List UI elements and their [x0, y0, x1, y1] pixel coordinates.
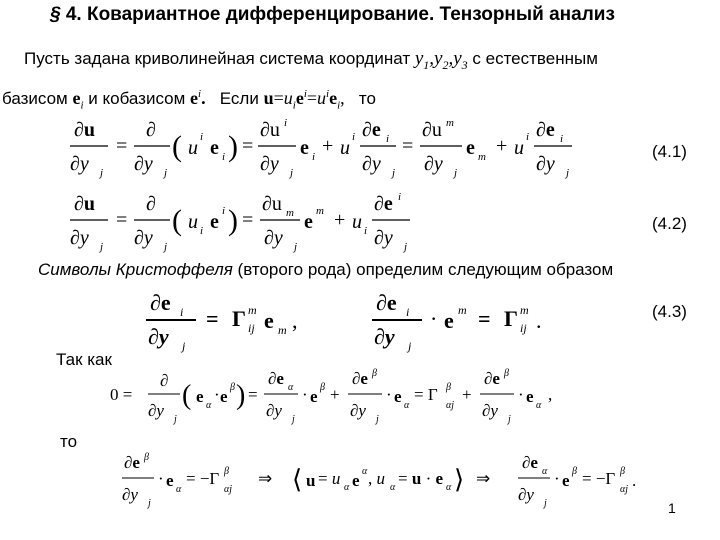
svg-text:=: = [402, 135, 414, 157]
svg-text:αj: αj [224, 484, 233, 495]
svg-text:j: j [290, 167, 294, 179]
svg-text:α: α [362, 466, 368, 477]
svg-text:α: α [176, 484, 182, 495]
svg-text:Γ: Γ [232, 306, 246, 331]
svg-text:i: i [398, 191, 402, 203]
svg-text:∂e: ∂e [536, 119, 555, 141]
svg-text:j: j [404, 241, 408, 253]
equation-4-2 [60, 186, 440, 256]
svg-text:α: α [344, 482, 350, 493]
svg-text:.: . [536, 308, 542, 333]
svg-text:=: = [206, 306, 219, 331]
cobasis-symbol: $e^i$. [190, 88, 206, 108]
svg-text:∂y: ∂y [518, 485, 534, 504]
svg-text:α: α [404, 400, 410, 411]
svg-text:∂: ∂ [146, 193, 156, 215]
svg-text:∂e: ∂e [374, 193, 393, 215]
svg-text:α: α [288, 382, 294, 393]
svg-text:∂y: ∂y [362, 153, 381, 175]
svg-text:i: i [222, 151, 226, 163]
svg-text:= u · e: = u · e [398, 469, 444, 488]
equation-since [108, 364, 618, 430]
svg-text:∂y: ∂y [374, 227, 393, 249]
svg-text:,: , [292, 308, 298, 333]
svg-text:α: α [542, 466, 548, 477]
svg-text:m: m [278, 323, 287, 337]
svg-text:j: j [100, 241, 104, 253]
then-text: то [358, 89, 376, 108]
svg-text:m: m [286, 207, 294, 219]
svg-text:⟨: ⟨ [292, 465, 303, 494]
svg-text:e: e [264, 308, 274, 333]
svg-text:∂y: ∂y [134, 227, 153, 249]
svg-text:·: · [158, 469, 164, 488]
svg-text:i: i [180, 305, 184, 319]
svg-text:u: u [306, 471, 316, 490]
svg-text:αj: αj [620, 484, 629, 495]
svg-text:Γ: Γ [504, 306, 518, 331]
therefore-text: то [60, 432, 78, 451]
svg-text:∂y: ∂y [148, 324, 169, 349]
svg-text:m: m [520, 303, 529, 317]
svg-text:m: m [458, 303, 467, 317]
svg-text:e: e [210, 137, 219, 159]
svg-text:⟩: ⟩ [454, 465, 465, 494]
svg-text:m: m [248, 303, 257, 317]
basis-label: базисом [2, 89, 68, 108]
svg-text:j: j [164, 167, 168, 179]
svg-text:0 =: 0 = [110, 385, 133, 404]
svg-text:·: · [554, 469, 560, 488]
svg-text:u: u [514, 137, 524, 159]
cobasis-label: и кобазисом [88, 89, 186, 108]
svg-text:): ) [228, 130, 238, 163]
svg-text:(: ( [172, 204, 182, 237]
svg-text:i: i [364, 225, 368, 237]
title-text: 4. Ковариантное дифференцирование. Тензорный анализ [65, 4, 615, 25]
svg-text:, u: , u [368, 469, 385, 488]
svg-text:αj: αj [446, 400, 455, 411]
svg-text:β: β [504, 368, 509, 379]
svg-text:e: e [526, 387, 534, 406]
svg-text:j: j [408, 339, 412, 353]
svg-text:m: m [478, 151, 486, 163]
svg-text:β: β [572, 466, 577, 477]
svg-text:i: i [200, 225, 204, 237]
equation-4-1 [60, 112, 600, 182]
intro-text: Пусть задана криволинейная система координат [24, 49, 411, 68]
svg-text:): ) [228, 204, 238, 237]
svg-text:β: β [144, 452, 149, 463]
svg-text:e: e [562, 471, 570, 490]
svg-text:e: e [166, 471, 174, 490]
svg-text:∂: ∂ [146, 119, 156, 141]
equation-number-4-2: (4.2) [652, 214, 687, 233]
christoffel-line [38, 260, 613, 280]
svg-text:·: · [386, 385, 392, 404]
svg-text:i: i [312, 151, 316, 163]
svg-text:=: = [116, 135, 128, 157]
svg-text:e: e [310, 387, 318, 406]
svg-text:∂y: ∂y [70, 227, 89, 249]
svg-text:i: i [406, 305, 410, 319]
svg-text:i: i [386, 133, 390, 145]
svg-text:∂u: ∂u [74, 119, 96, 141]
equation-final [118, 446, 638, 516]
svg-text:∂u: ∂u [262, 193, 282, 215]
svg-text:e: e [196, 387, 204, 406]
svg-text:∂e: ∂e [522, 453, 538, 472]
svg-text:+: + [322, 135, 334, 157]
coordinates-y: $y_1,y_2,y_3$ [414, 48, 468, 72]
svg-text:u: u [188, 137, 198, 159]
svg-text:∂e: ∂e [124, 453, 140, 472]
page-number: 1 [668, 500, 676, 516]
svg-text:∂y: ∂y [424, 153, 443, 175]
svg-text:α: α [536, 400, 542, 411]
svg-text:=: = [478, 306, 491, 331]
svg-text:e: e [394, 387, 402, 406]
svg-text:j: j [292, 414, 295, 425]
svg-text:·: · [214, 385, 220, 404]
christoffel-rest: (второго рода) определим следующим образом [237, 260, 614, 279]
svg-text:∂e: ∂e [484, 369, 500, 388]
svg-text:= −Γ: = −Γ [186, 469, 220, 488]
svg-text:e: e [210, 211, 219, 233]
svg-text:∂y: ∂y [266, 401, 282, 420]
svg-text:∂y: ∂y [70, 153, 89, 175]
svg-text:+: + [496, 135, 508, 157]
svg-text:∂: ∂ [160, 371, 169, 390]
svg-text:·: · [430, 306, 438, 331]
svg-text:i: i [560, 133, 564, 145]
equation-number-4-1: (4.1) [652, 142, 687, 161]
svg-text:ij: ij [248, 321, 255, 335]
svg-text:= u: = u [318, 469, 341, 488]
svg-text:β: β [446, 382, 451, 393]
svg-text:j: j [508, 414, 511, 425]
u-decomposition: $u=u_ie^i=u^ie_i$, [263, 88, 345, 112]
svg-text:⇒: ⇒ [258, 469, 273, 488]
svg-text:∂e: ∂e [352, 369, 368, 388]
svg-text:j: j [294, 241, 298, 253]
svg-text:j: j [100, 167, 104, 179]
svg-text:j: j [376, 414, 379, 425]
svg-text:i: i [526, 131, 530, 143]
svg-text:(: ( [172, 130, 182, 163]
svg-text:j: j [454, 167, 458, 179]
svg-text:∂e: ∂e [268, 369, 284, 388]
svg-text:β: β [620, 466, 625, 477]
svg-text:·: · [518, 385, 524, 404]
svg-text:=: = [242, 135, 254, 157]
svg-text:∂e: ∂e [376, 290, 397, 315]
svg-text:∂y: ∂y [134, 153, 153, 175]
svg-text:ij: ij [520, 321, 527, 335]
svg-text:e: e [466, 137, 475, 159]
equation-4-3 [140, 284, 600, 356]
svg-text:j: j [392, 167, 396, 179]
intro-suffix: с естественным [472, 49, 598, 68]
svg-text:i: i [200, 131, 204, 143]
svg-text:+: + [334, 209, 346, 231]
svg-text:i: i [222, 205, 226, 217]
svg-text:e: e [300, 137, 309, 159]
basis-symbol: $e_i$ [72, 88, 84, 112]
svg-text:α: α [206, 400, 212, 411]
svg-text:α: α [390, 482, 396, 493]
svg-text:j: j [182, 339, 186, 353]
svg-text:+: + [462, 385, 472, 404]
svg-text:∂y: ∂y [260, 153, 279, 175]
svg-text:(: ( [182, 380, 192, 411]
svg-text:j: j [164, 241, 168, 253]
svg-text:∂e: ∂e [362, 119, 381, 141]
svg-text:∂y: ∂y [122, 485, 138, 504]
christoffel-term: Символы Кристоффеля [38, 260, 233, 279]
svg-text:=: = [242, 209, 254, 231]
svg-text:=: = [116, 209, 128, 231]
svg-text:j: j [544, 498, 547, 509]
svg-text:.: . [632, 471, 637, 490]
svg-text:j: j [174, 414, 177, 425]
svg-text:e: e [304, 211, 313, 233]
svg-text:,: , [548, 385, 553, 404]
svg-text:∂y: ∂y [374, 324, 395, 349]
page-title [50, 4, 615, 26]
section-mark: § [50, 4, 61, 25]
svg-text:): ) [236, 380, 246, 411]
svg-text:∂y: ∂y [350, 401, 366, 420]
svg-text:∂y: ∂y [148, 401, 164, 420]
svg-text:β: β [372, 368, 377, 379]
svg-text:∂u: ∂u [74, 193, 96, 215]
svg-text:j: j [566, 167, 570, 179]
svg-text:j: j [148, 498, 151, 509]
intro-line-1 [24, 48, 598, 73]
svg-text:i: i [284, 117, 288, 129]
svg-text:e: e [352, 471, 360, 490]
svg-text:m: m [316, 205, 324, 217]
svg-text:∂y: ∂y [482, 401, 498, 420]
svg-text:u: u [340, 137, 350, 159]
svg-text:⇒: ⇒ [476, 469, 491, 488]
svg-text:·: · [302, 385, 308, 404]
svg-text:∂y: ∂y [264, 227, 283, 249]
intro-line-2 [2, 88, 376, 112]
svg-text:u: u [188, 211, 198, 233]
svg-text:∂u: ∂u [422, 119, 442, 141]
svg-text:β: β [224, 466, 229, 477]
svg-text:m: m [446, 117, 454, 129]
svg-text:e: e [220, 387, 228, 406]
svg-text:e: e [444, 308, 454, 333]
svg-text:∂y: ∂y [536, 153, 555, 175]
svg-text:=: = [248, 385, 258, 404]
svg-text:α: α [446, 482, 452, 493]
svg-text:+: + [330, 385, 340, 404]
svg-text:∂u: ∂u [260, 119, 280, 141]
svg-text:β: β [230, 382, 235, 393]
svg-text:u: u [352, 211, 362, 233]
svg-text:∂e: ∂e [150, 290, 171, 315]
equation-number-4-3: (4.3) [652, 302, 687, 321]
if-text: Если [219, 89, 259, 108]
svg-text:= Γ: = Γ [414, 385, 438, 404]
svg-text:= −Γ: = −Γ [582, 469, 616, 488]
svg-text:β: β [320, 382, 325, 393]
svg-text:i: i [352, 131, 356, 143]
since-text: Так как [56, 350, 112, 369]
